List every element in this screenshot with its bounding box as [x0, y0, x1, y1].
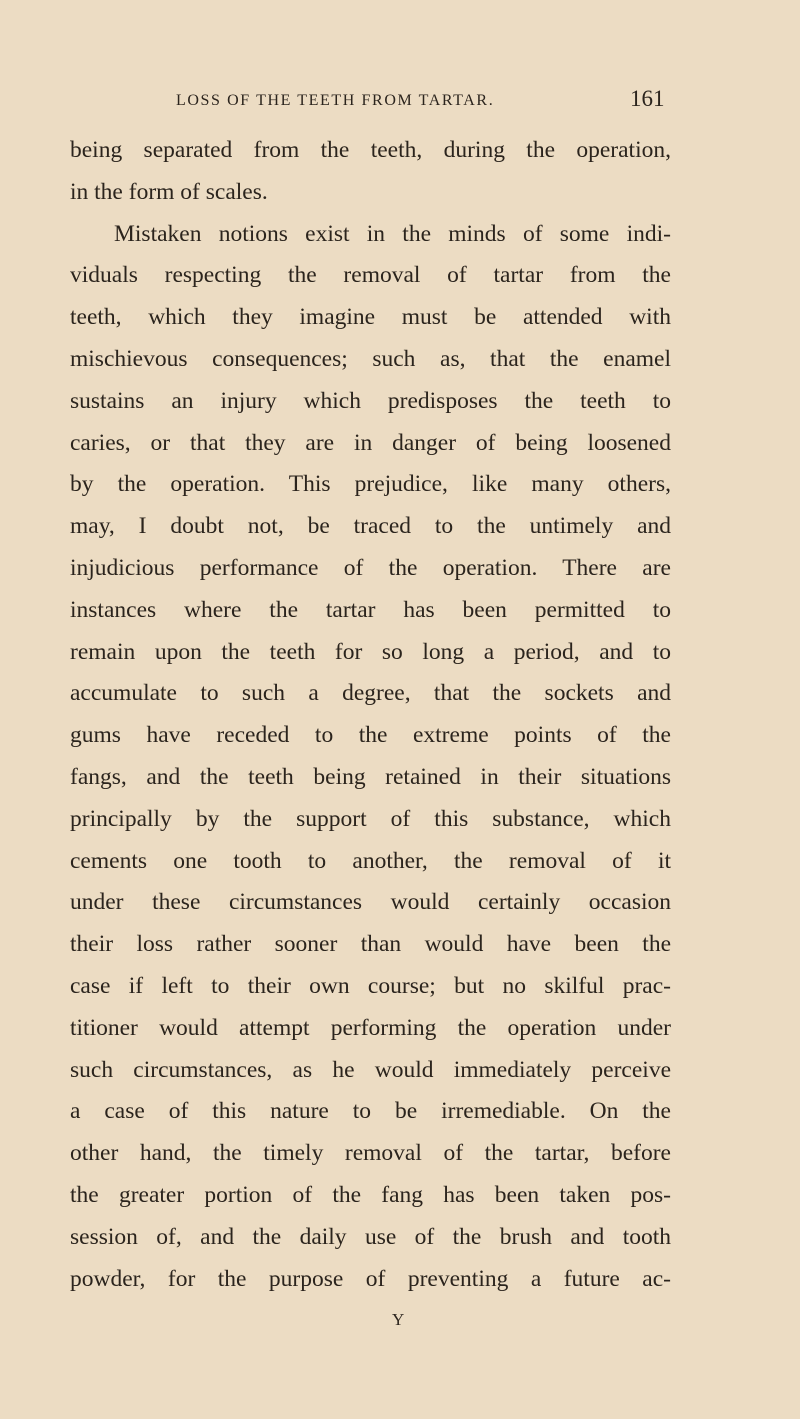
text-line: other hand, the timely removal of the tartar, before: [70, 1140, 671, 1167]
text-line: being separated from the teeth, during the operation,: [70, 137, 671, 163]
text-line: powder, for the purpose of preventing a future ac-: [70, 1265, 671, 1292]
text-line: may, I doubt not, be traced to the untimely and: [70, 513, 671, 540]
text-line: session of, and the daily use of the brush and tooth: [70, 1223, 671, 1250]
text-line: titioner would attempt performing the operation under: [70, 1014, 671, 1041]
running-header: [0, 86, 800, 114]
text-line: principally by the support of this substance, which: [70, 805, 671, 832]
page-number: 161: [630, 86, 665, 111]
text-line: case if left to their own course; but no skilful prac-: [70, 972, 671, 999]
text-line: teeth, which they imagine must be attended with: [70, 304, 671, 331]
text-line: caries, or that they are in danger of being loosened: [70, 429, 671, 456]
text-line: fangs, and the teeth being retained in their situations: [70, 763, 671, 790]
text-line: sustains an injury which predisposes the teeth to: [70, 387, 671, 414]
text-line: cements one tooth to another, the removal of it: [70, 847, 671, 874]
text-line: their loss rather sooner than would have been the: [70, 931, 671, 958]
text-line: under these circumstances would certainly occasion: [70, 889, 671, 916]
body-text: [70, 130, 671, 1300]
text-line: gums have receded to the extreme points of the: [70, 722, 671, 749]
running-title: LOSS OF THE TEETH FROM TARTAR.: [176, 92, 495, 109]
text-line: viduals respecting the removal of tartar from the: [70, 262, 671, 289]
text-line: by the operation. This prejudice, like many others,: [70, 471, 671, 498]
text-line: such circumstances, as he would immediately perceive: [70, 1056, 671, 1083]
text-line: mischievous consequences; such as, that the enamel: [70, 345, 671, 372]
text-line: remain upon the teeth for so long a period, and to: [70, 638, 671, 665]
text-line: the greater portion of the fang has been taken pos-: [70, 1181, 671, 1208]
text-line: accumulate to such a degree, that the sockets and: [70, 680, 671, 707]
text-line: Mistaken notions exist in the minds of some indi-: [114, 220, 671, 247]
text-line: instances where the tartar has been permitted to: [70, 596, 671, 623]
text-line: injudicious performance of the operation. There are: [70, 554, 671, 581]
signature-mark: Y: [392, 1310, 405, 1329]
text-line: in the form of scales.: [70, 178, 268, 205]
text-line: a case of this nature to be irremediable. On the: [70, 1098, 671, 1125]
